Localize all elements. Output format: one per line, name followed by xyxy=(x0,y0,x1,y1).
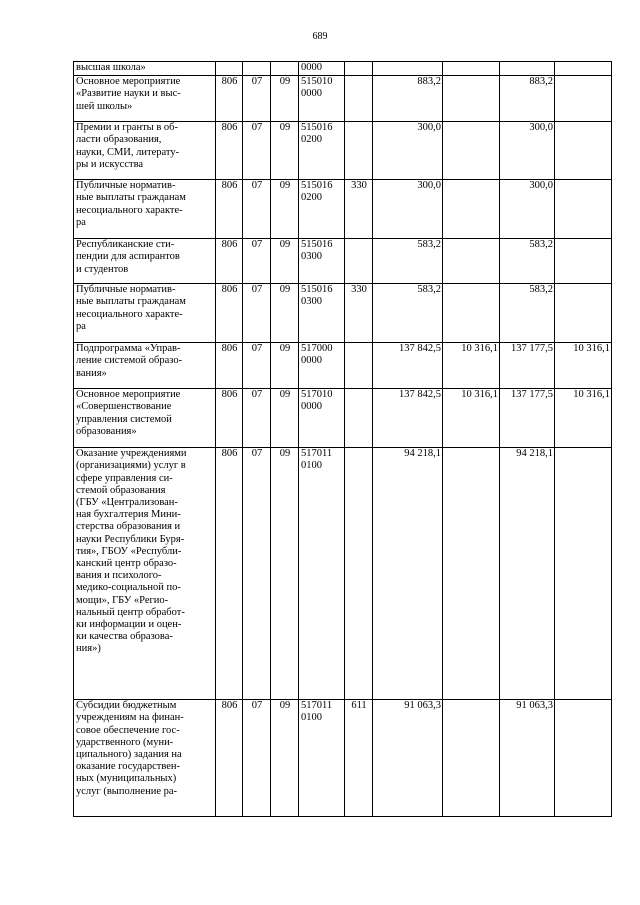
expense-type-cell xyxy=(345,122,373,180)
subsection-cell: 09 xyxy=(271,180,299,239)
table-row xyxy=(74,239,612,284)
row-name-cell: Основное мероприятие «Развитие науки и выс- шей школы» xyxy=(74,76,216,122)
expense-type-cell: 330 xyxy=(345,284,373,343)
sum-year2-fed-cell xyxy=(555,284,612,343)
grbs-cell: 806 xyxy=(216,448,243,700)
section-cell: 07 xyxy=(243,180,271,239)
sum-year1-fed-cell xyxy=(443,700,500,817)
section-cell: 07 xyxy=(243,239,271,284)
table-body xyxy=(74,62,612,817)
sum-year1-cell: 137 842,5 xyxy=(373,343,443,389)
section-cell: 07 xyxy=(243,284,271,343)
sum-year1-cell: 883,2 xyxy=(373,76,443,122)
sum-year1-fed-cell xyxy=(443,180,500,239)
expense-type-cell xyxy=(345,389,373,448)
sum-year1-cell: 583,2 xyxy=(373,284,443,343)
target-article-cell: 517011 0100 xyxy=(299,448,345,700)
sum-year2-fed-cell xyxy=(555,239,612,284)
row-name-cell: Основное мероприятие «Совершенствование управления системой образования» xyxy=(74,389,216,448)
sum-year2-fed-cell xyxy=(555,700,612,817)
subsection-cell: 09 xyxy=(271,343,299,389)
row-name-cell: Республиканские сти- пендии для аспирантов и студентов xyxy=(74,239,216,284)
sum-year2-fed-cell xyxy=(555,76,612,122)
section-cell: 07 xyxy=(243,76,271,122)
sum-year1-cell: 300,0 xyxy=(373,122,443,180)
target-article-cell: 517000 0000 xyxy=(299,343,345,389)
target-article-cell: 517011 0100 xyxy=(299,700,345,817)
table-row xyxy=(74,343,612,389)
sum-year2-fed-cell xyxy=(555,62,612,76)
table-row xyxy=(74,122,612,180)
sum-year1-fed-cell xyxy=(443,122,500,180)
expense-type-cell xyxy=(345,76,373,122)
section-cell: 07 xyxy=(243,448,271,700)
sum-year2-cell: 91 063,3 xyxy=(500,700,555,817)
grbs-cell: 806 xyxy=(216,284,243,343)
sum-year1-cell: 137 842,5 xyxy=(373,389,443,448)
sum-year2-cell: 583,2 xyxy=(500,284,555,343)
section-cell: 07 xyxy=(243,389,271,448)
sum-year1-cell: 94 218,1 xyxy=(373,448,443,700)
sum-year2-cell: 94 218,1 xyxy=(500,448,555,700)
section-cell: 07 xyxy=(243,343,271,389)
sum-year1-fed-cell: 10 316,1 xyxy=(443,343,500,389)
row-name-cell: Подпрограмма «Управ- ление системой образо- вания» xyxy=(74,343,216,389)
subsection-cell: 09 xyxy=(271,122,299,180)
sum-year1-cell: 91 063,3 xyxy=(373,700,443,817)
target-article-cell: 515016 0200 xyxy=(299,122,345,180)
budget-table xyxy=(73,61,612,817)
row-name-cell: Публичные норматив- ные выплаты гражданам несоциального характе- ра xyxy=(74,180,216,239)
table-row xyxy=(74,62,612,76)
target-article-cell: 0000 xyxy=(299,62,345,76)
expense-type-cell xyxy=(345,343,373,389)
section-cell: 07 xyxy=(243,700,271,817)
sum-year1-fed-cell xyxy=(443,239,500,284)
sum-year2-fed-cell xyxy=(555,448,612,700)
table-row xyxy=(74,448,612,700)
sum-year1-fed-cell xyxy=(443,448,500,700)
row-name-cell: Публичные норматив- ные выплаты гражданам несоциального характе- ра xyxy=(74,284,216,343)
row-name-cell: Премии и гранты в об- ласти образования, науки, СМИ, литерату- ры и искусства xyxy=(74,122,216,180)
sum-year1-cell: 583,2 xyxy=(373,239,443,284)
table-row xyxy=(74,389,612,448)
sum-year2-fed-cell: 10 316,1 xyxy=(555,389,612,448)
table-row xyxy=(74,180,612,239)
subsection-cell: 09 xyxy=(271,76,299,122)
grbs-cell: 806 xyxy=(216,122,243,180)
grbs-cell: 806 xyxy=(216,239,243,284)
table-row xyxy=(74,700,612,817)
sum-year2-cell xyxy=(500,62,555,76)
table-row xyxy=(74,284,612,343)
section-cell xyxy=(243,62,271,76)
expense-type-cell xyxy=(345,239,373,284)
row-name-cell: высшая школа» xyxy=(74,62,216,76)
section-cell: 07 xyxy=(243,122,271,180)
subsection-cell: 09 xyxy=(271,700,299,817)
target-article-cell: 515016 0300 xyxy=(299,239,345,284)
grbs-cell xyxy=(216,62,243,76)
expense-type-cell: 330 xyxy=(345,180,373,239)
grbs-cell: 806 xyxy=(216,700,243,817)
target-article-cell: 515016 0200 xyxy=(299,180,345,239)
sum-year1-fed-cell xyxy=(443,62,500,76)
sum-year1-cell xyxy=(373,62,443,76)
target-article-cell: 515010 0000 xyxy=(299,76,345,122)
row-name-cell: Субсидии бюджетным учреждениям на финан- совое обеспечение гос- ударственного (муни- ципального) задания на оказание государствен- ных (муниципальных) услуг (выполнение ра- xyxy=(74,700,216,817)
expense-type-cell xyxy=(345,448,373,700)
page-number: 689 xyxy=(312,31,328,42)
target-article-cell: 517010 0000 xyxy=(299,389,345,448)
subsection-cell: 09 xyxy=(271,389,299,448)
sum-year1-fed-cell xyxy=(443,76,500,122)
sum-year2-cell: 137 177,5 xyxy=(500,389,555,448)
sum-year2-cell: 883,2 xyxy=(500,76,555,122)
grbs-cell: 806 xyxy=(216,180,243,239)
sum-year2-cell: 137 177,5 xyxy=(500,343,555,389)
target-article-cell: 515016 0300 xyxy=(299,284,345,343)
grbs-cell: 806 xyxy=(216,389,243,448)
sum-year2-cell: 583,2 xyxy=(500,239,555,284)
sum-year2-cell: 300,0 xyxy=(500,122,555,180)
sum-year1-cell: 300,0 xyxy=(373,180,443,239)
grbs-cell: 806 xyxy=(216,343,243,389)
sum-year2-fed-cell xyxy=(555,180,612,239)
subsection-cell: 09 xyxy=(271,239,299,284)
subsection-cell: 09 xyxy=(271,284,299,343)
subsection-cell xyxy=(271,62,299,76)
expense-type-cell xyxy=(345,62,373,76)
sum-year2-fed-cell: 10 316,1 xyxy=(555,343,612,389)
sum-year2-fed-cell xyxy=(555,122,612,180)
grbs-cell: 806 xyxy=(216,76,243,122)
table-row xyxy=(74,76,612,122)
sum-year1-fed-cell: 10 316,1 xyxy=(443,389,500,448)
sum-year2-cell: 300,0 xyxy=(500,180,555,239)
sum-year1-fed-cell xyxy=(443,284,500,343)
subsection-cell: 09 xyxy=(271,448,299,700)
expense-type-cell: 611 xyxy=(345,700,373,817)
row-name-cell: Оказание учреждениями (организациями) услуг в сфере управления си- стемой образования (ГБУ «Централизован- ная бухгалтерия Мини- стерства образования и науки Республики Буря- тия», ГБОУ «Республи- канский центр образо- вания и психолого- медико-социальной по- мощи», ГБУ «Регио- нальный центр обработ- ки информации и оцен- ки качества образова- ния») xyxy=(74,448,216,700)
